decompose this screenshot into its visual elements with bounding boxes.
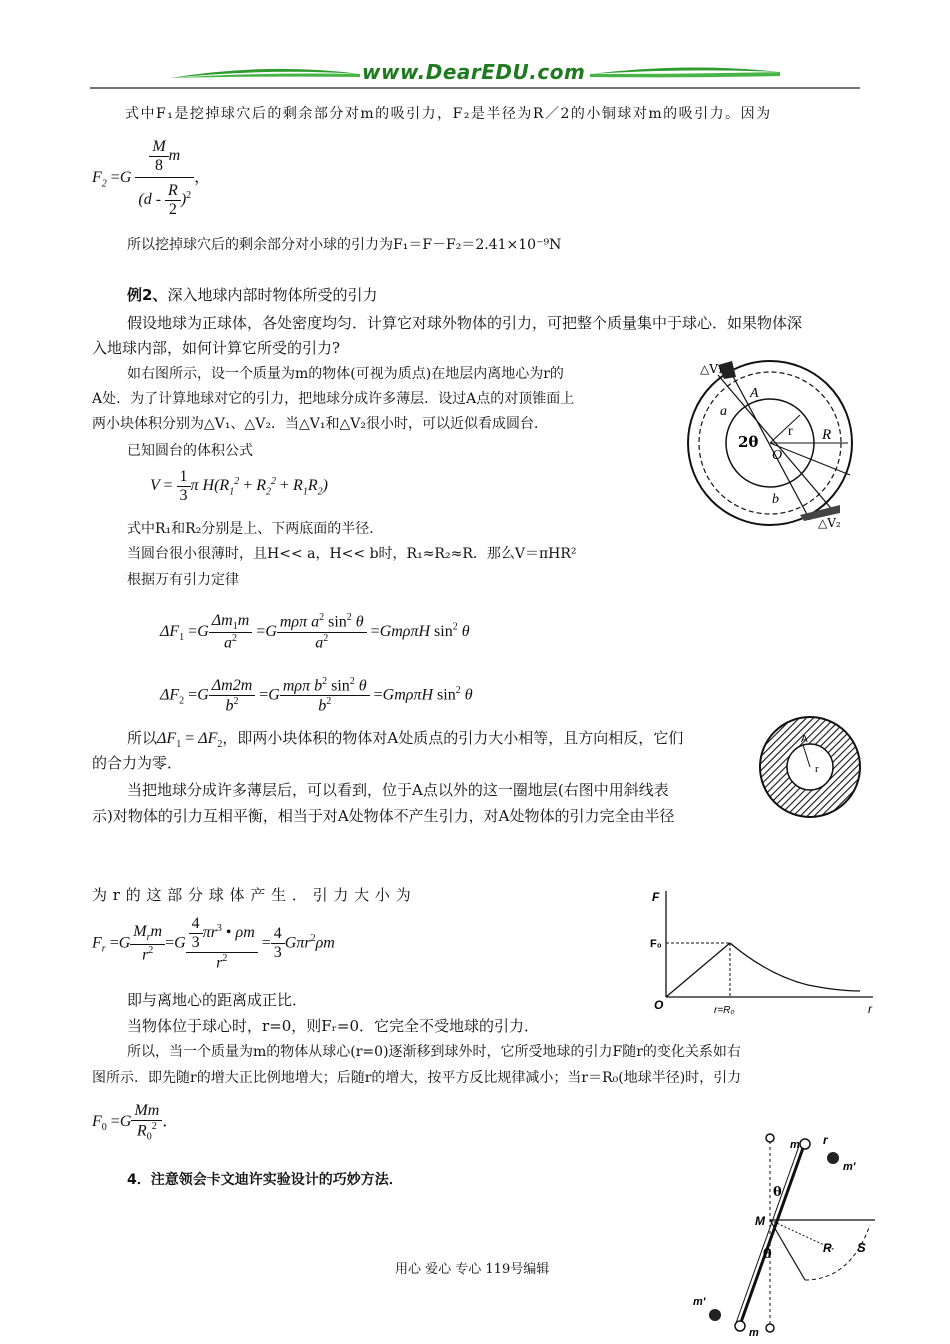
apparatus-label-S: S — [857, 1240, 866, 1255]
paragraph-11: 当物体位于球心时，r=0，则Fᵣ=0．它完全不受地球的引力． — [127, 1017, 540, 1035]
paragraph-1b: 入地球内部，如何计算它所受的引力? — [92, 339, 341, 357]
paragraph-12a: 所以，当一个质量为m的物体从球心(r=0)逐渐移到球外时，它所受地球的引力F随r的变化关系如右 — [127, 1044, 741, 1060]
paragraph-6: 根据万有引力定律 — [127, 572, 239, 588]
equation-df2: $\Delta F_2 =G$ $\frac{\Delta m2m}{b^2}$ =G $\frac{m\rho\pi b^2 \sin^2 \theta}{b^2}$ =GmρπH $\sin^2 \theta$ — [160, 676, 473, 715]
f1-result-line: 所以挖掉球穴后的剩余部分对小球的引力为F₁＝F－F₂＝2.41×10⁻⁹N — [127, 237, 562, 253]
apparatus-label-theta-bottom: θ — [763, 1247, 772, 1262]
apparatus-label-m-prime-top: m′ — [843, 1161, 856, 1173]
equation-df1-equals-df2: $\Delta F_1 = \Delta F_2$ — [157, 730, 223, 751]
label-delta-v2: △V₂ — [818, 516, 841, 530]
label-a: a — [720, 404, 727, 419]
page-footer: 用心 爱心 专心 119号编辑 — [395, 1262, 550, 1277]
label-2theta: 2θ — [738, 433, 759, 451]
paragraph-2c: 两小块体积分别为△V₁、△V₂．当△V₁和△V₂很小时，可以近似看成圆台． — [92, 416, 548, 432]
apparatus-label-theta-top: θ — [773, 1185, 782, 1200]
header-site-name: www.DearEDU.com — [362, 60, 586, 84]
equation-fr: $F_r =G$ $\frac{M_rm}{r^2}$ =G $\frac{4}{3}$ $\pi r^3$ • ρm $r^2$ = $\frac{4}{3}$ Gπr$^2$ρm — [92, 915, 335, 972]
equation-df1: $\Delta F_1 =G$ $\frac{\Delta m_1m}{a^2}$ =G $\frac{m\rho\pi a^2 \sin^2 \theta}{a^2}$ =GmρπH $\sin^2 \theta$ — [160, 612, 470, 652]
apparatus-label-m-bottom: m — [749, 1327, 759, 1338]
equation-f2: $F_2 =G$ $\frac{M}{8}$ m (d - $\frac{R}{2}$ )$^2$ ， — [92, 138, 211, 218]
label-r: r — [788, 424, 793, 439]
paragraph-8a: 当把地球分成许多薄层后，可以看到，位于A点以外的这一圈地层(右图中用斜线表 — [127, 781, 669, 799]
example-2-title: 深入地球内部时物体所受的引力 — [167, 286, 378, 304]
paragraph-7b: 的合力为零． — [92, 754, 183, 772]
graph-label-O: O — [654, 998, 664, 1012]
f2-fraction: $\frac{M}{8}$ m (d - $\frac{R}{2}$ )$^2$ — [135, 138, 194, 219]
apparatus-label-m-prime-bottom: m′ — [693, 1296, 706, 1308]
figure-earth-cross-section — [680, 355, 860, 530]
paragraph-8b: 示)对物体的引力互相平衡，相当于对A处物体不产生引力，对A处物体的引力完全由半径 — [92, 807, 675, 825]
section-4-heading: 4．注意领会卡文迪许实验设计的巧妙方法． — [127, 1172, 403, 1188]
paragraph-9: 为 r 的 这 部 分 球 体 产 生 ． 引 力 大 小 为 — [92, 886, 412, 904]
graph-label-F0: F₀ — [650, 938, 662, 950]
equation-f0: $F_0 =G$ $\frac{Mm}{R_0^2}$ ． — [92, 1102, 179, 1143]
paragraph-2b: A处．为了计算地球对它的引力，把地球分成许多薄层．设过A点的对顶锥面上 — [92, 391, 575, 407]
paragraph-7a — [127, 728, 683, 755]
paragraph-12b: 图所示．即先随r的增大正比例地增大；后随r的增大，按平方反比规律减小；当r＝R₀(地球半径)时，引力 — [92, 1070, 742, 1086]
figure-hatched-ring — [755, 712, 865, 822]
apparatus-label-r: r — [823, 1133, 828, 1147]
label-R: R — [822, 427, 832, 443]
paragraph-7-text: ，即两小块体积的物体对A处质点的引力大小相等，且方向相反，它们 — [222, 729, 684, 747]
graph-label-r: r — [868, 1002, 872, 1016]
paragraph-10: 即与离地心的距离成正比． — [127, 991, 308, 1009]
paragraph-7-prefix: 所以 — [127, 729, 158, 747]
ring-label-a: A — [801, 734, 808, 745]
paragraph-2a: 如右图所示，设一个质量为m的物体(可视为质点)在地层内离地心为r的 — [127, 366, 564, 382]
paragraph-5: 当圆台很小很薄时，且H<< a，H<< b时，R₁≈R₂≈R．那么V＝πHR² — [127, 546, 577, 562]
label-O: O — [772, 448, 783, 463]
intro-line: 式中F₁是挖掉球穴后的剩余部分对m的吸引力，F₂是半径为R／2的小铜球对m的吸引力。因为 — [125, 106, 772, 122]
figure-cavendish-apparatus — [675, 1130, 890, 1338]
ring-label-r: r — [815, 763, 819, 775]
graph-label-F: F — [652, 890, 660, 904]
paragraph-3: 已知圆台的体积公式 — [127, 443, 253, 459]
example-2-label: 例2、 — [127, 286, 168, 304]
figure-force-vs-radius-graph — [648, 885, 880, 1020]
label-point-a: A — [750, 386, 759, 401]
apparatus-label-M: M — [755, 1214, 765, 1228]
header-banner — [90, 58, 860, 92]
label-b: b — [772, 492, 779, 507]
apparatus-label-R: R — [823, 1241, 832, 1255]
equation-volume: V = $\frac{1}{3}$ π $H(R_1^2 + R_2^2 + R_1R_2)$ — [150, 468, 328, 504]
example-2-heading — [127, 285, 377, 305]
label-delta-v1: △V₁ — [700, 362, 723, 376]
paragraph-1a: 假设地球为正球体，各处密度均匀．计算它对球外物体的引力，可把整个质量集中于球心．如果物体深 — [127, 314, 803, 332]
apparatus-label-m-top: m — [790, 1139, 800, 1151]
graph-label-r-equals-R0: r=R₀ — [714, 1005, 735, 1016]
paragraph-4: 式中R₁和R₂分别是上、下两底面的半径． — [127, 521, 384, 537]
